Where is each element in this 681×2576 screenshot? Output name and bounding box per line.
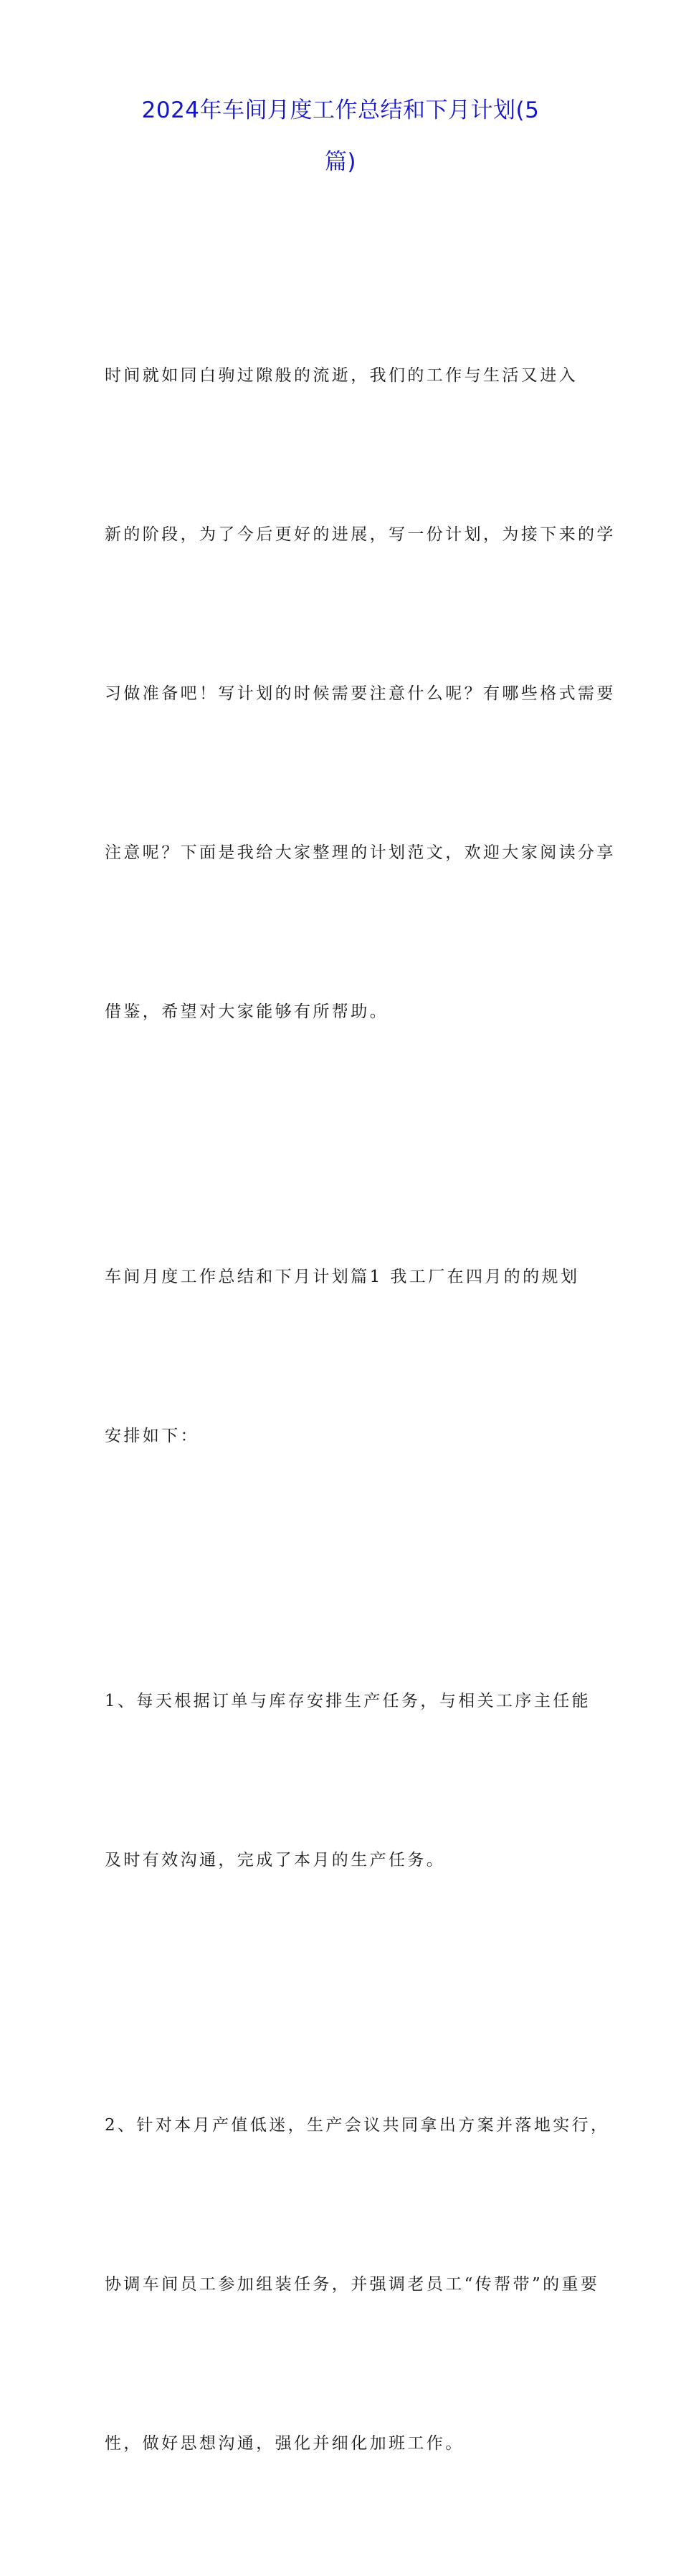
text-line: 车间月度工作总结和下月计划篇1 我工厂在四月的的规划 bbox=[105, 1268, 580, 1286]
document-body bbox=[105, 243, 616, 2576]
text-line: 新的阶段，为了今后更好的进展，写一份计划，为接下来的学 bbox=[105, 525, 616, 544]
text-line: 及时有效沟通，完成了本月的生产任务。 bbox=[105, 1851, 446, 1869]
text-line: 1、每天根据订单与库存安排生产任务，与相关工序主任能 bbox=[105, 1692, 591, 1710]
text-line: 借鉴，希望对大家能够有所帮助。 bbox=[105, 1002, 389, 1021]
text-line: 安排如下： bbox=[105, 1427, 199, 1445]
document-title-line-1: 2024年车间月度工作总结和下月计划(5 bbox=[141, 97, 540, 123]
text-line: 习做准备吧！写计划的时候需要注意什么呢？有哪些格式需要 bbox=[105, 684, 616, 703]
text-line: 时间就如同白驹过隙般的流逝，我们的工作与生活又进入 bbox=[105, 366, 578, 385]
document-title-line-2: 篇) bbox=[324, 149, 357, 175]
section-heading-paragraph bbox=[105, 1144, 582, 1569]
text-line: 2、针对本月产值低迷，生产会议共同拿出方案并落地实行， bbox=[105, 2116, 610, 2135]
text-line: 注意呢？下面是我给大家整理的计划范文，欢迎大家阅读分享 bbox=[105, 843, 616, 862]
item-2-paragraph bbox=[105, 1993, 610, 2576]
item-1-paragraph bbox=[105, 1569, 591, 1993]
text-line: 性，做好思想沟通，强化并细化加班工作。 bbox=[105, 2434, 465, 2453]
text-line: 协调车间员工参加组装任务，并强调老员工“传帮带”的重要 bbox=[105, 2275, 600, 2294]
intro-paragraph bbox=[105, 243, 616, 1144]
